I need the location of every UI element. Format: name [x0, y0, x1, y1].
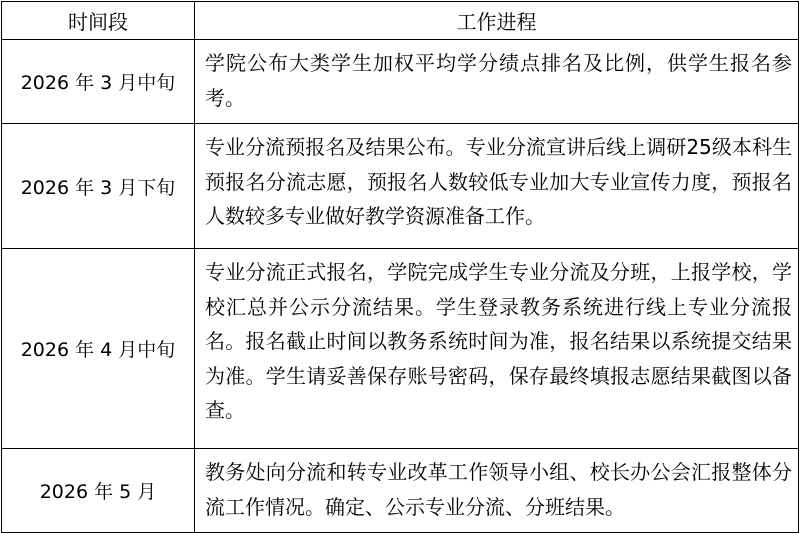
period-cell: 2026 年 3 月下旬: [2, 124, 195, 249]
progress-cell: 专业分流预报名及结果公布。专业分流宣讲后线上调研25级本科生预报名分流志愿，预报名人数较低专业加大专业宣传力度，预报名人数较多专业做好教学资源准备工作。: [195, 124, 799, 249]
header-progress: 工作进程: [195, 2, 799, 40]
table-row: [2, 124, 799, 249]
header-period: 时间段: [2, 2, 195, 40]
period-cell: 2026 年 3 月中旬: [2, 40, 195, 124]
table-row: [2, 40, 799, 124]
progress-cell: 专业分流正式报名，学院完成学生专业分流及分班，上报学校，学校汇总并公示分流结果。学生登录教务系统进行线上专业分流报名。报名截止时间以教务系统时间为准，报名结果以系统提交结果为准。学生请妥善保存账号密码，保存最终填报志愿结果截图以备查。: [195, 249, 799, 449]
table-header-row: [2, 2, 799, 40]
table-row: [2, 249, 799, 449]
progress-cell: 学院公布大类学生加权平均学分绩点排名及比例，供学生报名参考。: [195, 40, 799, 124]
schedule-table: [1, 1, 799, 533]
table-row: [2, 449, 799, 533]
period-cell: 2026 年 4 月中旬: [2, 249, 195, 449]
progress-cell: 教务处向分流和转专业改革工作领导小组、校长办公会汇报整体分流工作情况。确定、公示专业分流、分班结果。: [195, 449, 799, 533]
period-cell: 2026 年 5 月: [2, 449, 195, 533]
